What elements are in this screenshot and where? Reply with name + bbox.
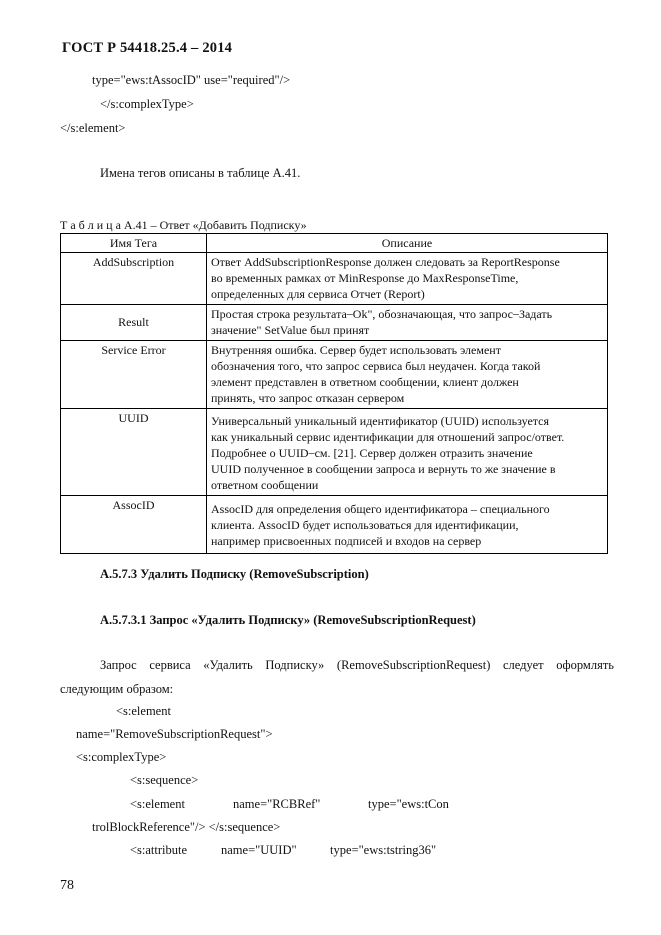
tag-name: Result [61,305,207,341]
description-line: например присвоенных подписей и входов на сервер [211,534,482,548]
table-row [61,253,608,305]
table-row [61,496,608,554]
code-token: type="ews:tstring36" [330,843,437,857]
table-row [61,341,608,409]
tag-name: Service Error [61,341,207,409]
table-caption: Т а б л и ц а А.41 – Ответ «Добавить Подписку» [60,218,307,232]
tag-description [207,305,608,341]
description-line: Подробнее о UUID ̶ см. [21]. Сервер должен отразить значение [211,446,533,460]
description-line: принять, что запрос отказан сервером [211,391,405,405]
page-header: ГОСТ Р 54418.25.4 – 2014 [62,40,233,56]
tag-name: AssocID [61,496,207,554]
code-line: trolBlockReference"/> </s:sequence> [92,820,281,834]
tag-name: AddSubscription [61,253,207,305]
tag-name: UUID [61,409,207,496]
code-line: <s:sequence> [130,773,199,787]
description-line: ответном сообщении [211,478,319,492]
column-header-description: Описание [207,234,608,253]
description-line: AssocID для определения общего идентификатора – специального [211,502,550,516]
code-line: name="RemoveSubscriptionRequest"> [76,727,273,741]
description-line: Простая строка результата ̶ Ok", обозначающая, что запрос ̶ Задать [211,307,553,321]
code-line: <s:complexType> [76,750,167,764]
section-heading: А.5.7.3 Удалить Подписку (RemoveSubscription) [100,567,369,581]
tag-description [207,496,608,554]
column-header-name: Имя Тега [61,234,207,253]
code-line: <s:element [116,704,171,718]
code-token: name="RCBRef" [233,797,321,811]
code-token: name="UUID" [221,843,297,857]
table-header-row [61,234,608,253]
description-line: определенных для сервиса Отчет (Report) [211,287,425,301]
code-token: <s:attribute [130,843,188,857]
code-line: type="ews:tAssocID" use="required"/> [92,73,291,87]
description-line: Ответ AddSubscriptionResponse должен следовать за ReportResponse [211,255,560,269]
code-line: </s:element> [60,121,126,135]
description-line: Универсальный уникальный идентификатор (UUID) используется [211,414,550,428]
description-line: элемент представлен в ответном сообщении, клиент должен [211,375,519,389]
description-line: значение" SetValue был принят [211,323,370,337]
body-paragraph-line: следующим образом: [60,682,174,696]
subsection-heading: А.5.7.3.1 Запрос «Удалить Подписку» (RemoveSubscriptionRequest) [100,613,476,627]
description-line: во временных рамках от MinResponse до MaxResponseTime, [211,271,519,285]
description-line: обозначения того, что запрос сервиса был неудачен. Когда такой [211,359,541,373]
table-row [61,305,608,341]
description-line: клиента. AssocID будет использоваться для идентификации, [211,518,519,532]
tag-description [207,409,608,496]
page-number: 78 [60,878,74,893]
code-line: </s:complexType> [100,97,194,111]
table-row [61,409,608,496]
description-line: как уникальный сервис идентификации для отношений запрос/ответ. [211,430,565,444]
tag-description [207,341,608,409]
tags-table [60,233,608,554]
code-token: type="ews:tCon [368,797,449,811]
code-token: <s:element [130,797,185,811]
tag-description [207,253,608,305]
intro-text: Имена тегов описаны в таблице А.41. [100,166,301,180]
body-paragraph-line: Запрос сервиса «Удалить Подписку» (RemoveSubscriptionRequest) следует оформлять [100,658,614,672]
description-line: Внутренняя ошибка. Сервер будет использовать элемент [211,343,501,357]
description-line: UUID полученное в сообщении запроса и вернуть то же значение в [211,462,556,476]
